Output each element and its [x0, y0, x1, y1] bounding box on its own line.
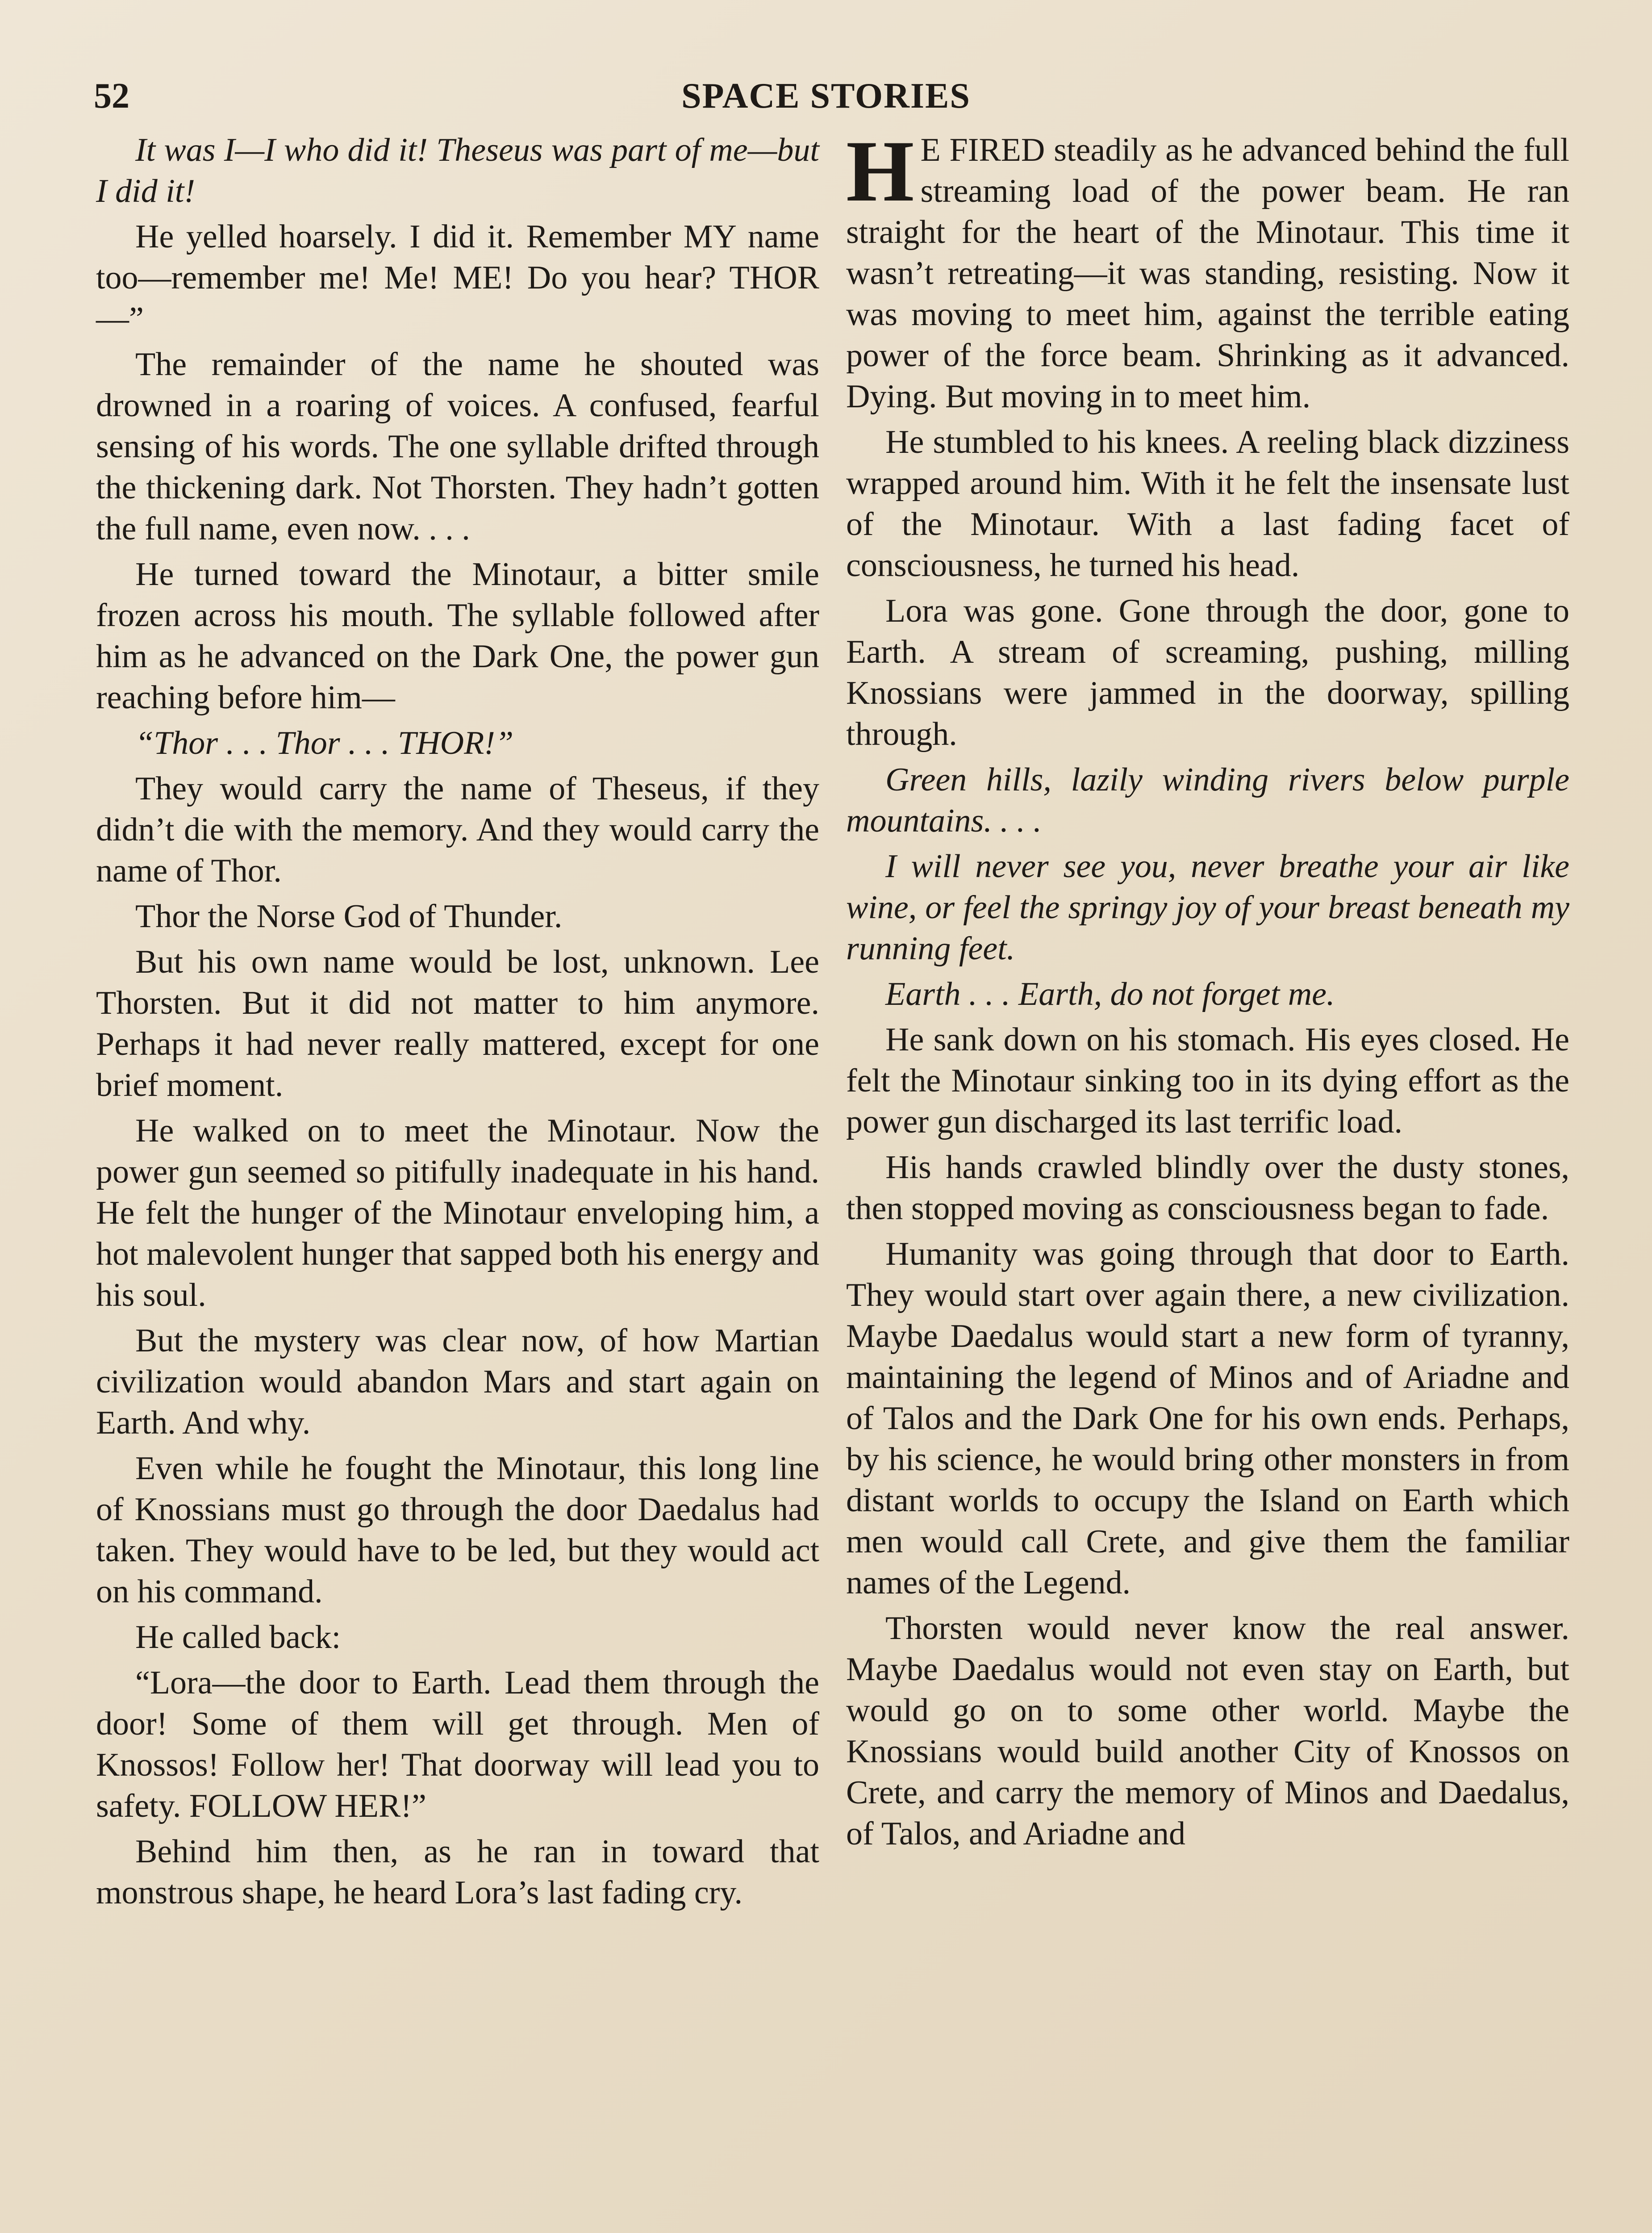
paragraph: Earth . . . Earth, do not forget me. [885, 976, 1335, 1012]
paragraph: It was I—I who did it! Theseus was part of me—but I did it! [96, 132, 819, 209]
paragraph: “Thor . . . Thor . . . THOR!” [135, 725, 514, 761]
paragraph: He yelled hoarsely. I did it. Remember MY name too—remember me! Me! ME! Do you hear? THOR—” [96, 218, 819, 337]
paragraph: Even while he fought the Minotaur, this long line of Knossians must go through the door Daedalus had taken. They would have to be led, but they would act on his command. [96, 1450, 819, 1610]
paragraph: He sank down on his stomach. His eyes closed. He felt the Minotaur sinking too in its dying effort as the power gun discharged its last terrific load. [846, 1021, 1569, 1140]
paragraph: But the mystery was clear now, of how Martian civilization would abandon Mars and start again on Earth. And why. [96, 1322, 819, 1441]
paragraph: Humanity was going through that door to Earth. They would start over again there, a new civilization. Maybe Daedalus would start a new form of tyranny, maintaining the legend of Minos and of Ariadne and of Talos and the Dark One for his own ends. Perhaps, by his science, he would bring other monsters in from distant worlds to occupy the Island on Earth which men would call Crete, and give them the familiar names of the Legend. [846, 1236, 1569, 1601]
paragraph: He stumbled to his knees. A reeling black dizziness wrapped around him. With it he felt the insensate lust of the Minotaur. With a last fading facet of consciousness, he turned his head. [846, 424, 1569, 584]
paragraph: They would carry the name of Theseus, if they didn’t die with the memory. And they would carry the name of Thor. [96, 770, 819, 889]
page-number: 52 [94, 76, 129, 116]
paragraph: The remainder of the name he shouted was drowned in a roaring of voices. A confused, fearful sensing of his words. The one syllable drifted through the thickening dark. Not Thorsten. They hadn’t gotten the full name, even now. . . . [96, 346, 819, 547]
paragraph: “Lora—the door to Earth. Lead them through the door! Some of them will get through. Men of Knossos! Follow her! That doorway will lead you to safety. FOLLOW HER!” [96, 1664, 819, 1824]
left-column [96, 130, 819, 1918]
right-column [846, 123, 1569, 1859]
paragraph: Lora was gone. Gone through the door, gone to Earth. A stream of screaming, pushing, milling Knossians were jammed in the doorway, spilling through. [846, 593, 1569, 753]
paragraph: I will never see you, never breathe your air like wine, or feel the springy joy of your breast beneath my running feet. [846, 848, 1569, 967]
paragraph: His hands crawled blindly over the dusty stones, then stopped moving as consciousness began to fade. [846, 1149, 1569, 1227]
paragraph: Green hills, lazily winding rivers below purple mountains. . . . [846, 761, 1569, 839]
paragraph: He walked on to meet the Minotaur. Now the power gun seemed so pitifully inadequate in his hand. He felt the hunger of the Minotaur enveloping him, a hot malevolent hunger that sapped both his energy and his soul. [96, 1112, 819, 1313]
paragraph: Thorsten would never know the real answer. Maybe Daedalus would not even stay on Earth, but would go on to some other world. Maybe the Knossians would build another City of Knossos on Crete, and carry the memory of Minos and Daedalus, of Talos, and Ariadne and [846, 1610, 1569, 1852]
drop-cap: H [846, 123, 914, 220]
paragraph: Thor the Norse God of Thunder. [135, 898, 563, 935]
paragraph: But his own name would be lost, unknown. Lee Thorsten. But it did not matter to him anymore. Perhaps it had never really mattered, except for one brief moment. [96, 944, 819, 1104]
page-header [94, 76, 1558, 130]
paragraph: Behind him then, as he ran in toward that monstrous shape, he heard Lora’s last fading cry. [96, 1833, 819, 1911]
paragraph: He called back: [135, 1619, 341, 1656]
opening-paragraph [846, 123, 1569, 417]
opening-paragraph-text: E FIRED steadily as he advanced behind the full streaming load of the power beam. He ran straight for the heart of the Minotaur. This time it wasn’t retreating—it was standing, resisting. Now it was moving to meet him, against the terrible eating power of the force beam. Shrinking as it advanced. Dying. But moving in to meet him. [846, 132, 1569, 415]
running-title: SPACE STORIES [681, 76, 971, 116]
paragraph: He turned toward the Minotaur, a bitter smile frozen across his mouth. The syllable followed after him as he advanced on the Dark One, the power gun reaching before him— [96, 556, 819, 716]
